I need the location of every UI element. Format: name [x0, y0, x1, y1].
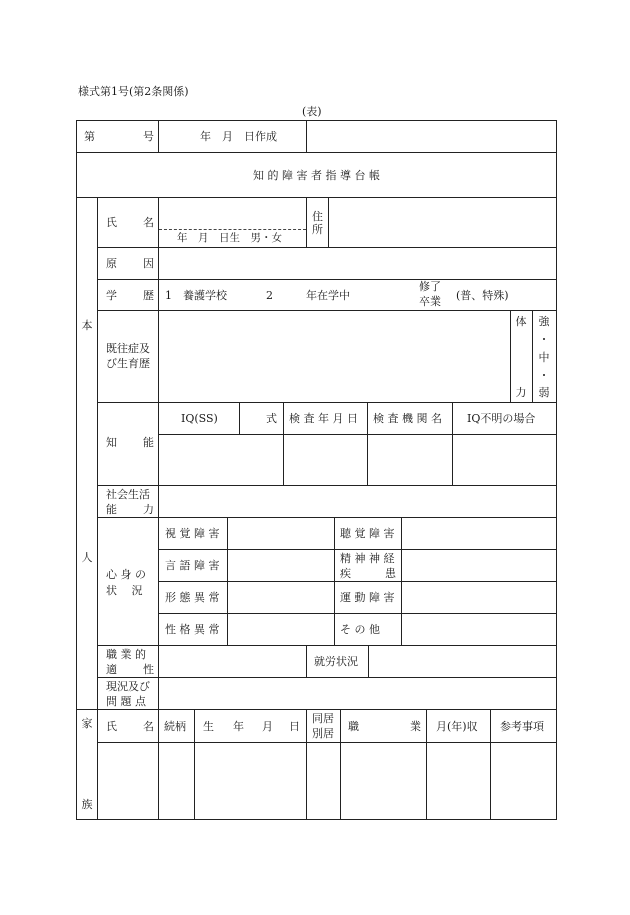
hearing-impairment-label: 聴 覚 障 害 [340, 527, 395, 540]
number-label-suffix: 号 [143, 130, 154, 143]
social-ability-label-1: 社会生活 [106, 488, 150, 501]
iq-exam-date-header: 検 査 年 月 日 [289, 412, 358, 425]
social-ability-label-2b: 力 [143, 503, 154, 516]
form-side-label: (表) [302, 105, 322, 118]
strength-label-2: 力 [515, 386, 527, 399]
family-relation-header: 続柄 [164, 720, 186, 733]
mental-disease-label-2a: 疾 [340, 567, 351, 580]
mental-disease-label-1: 精 神 神 経 [340, 552, 395, 565]
section-family-1: 家 [81, 717, 93, 730]
number-label-prefix: 第 [84, 130, 95, 143]
form-style-number: 様式第1号(第2条関係) [78, 85, 189, 98]
history-label-2: び生育歴 [106, 357, 150, 370]
vocational-aptitude-label-2a: 適 [106, 663, 117, 676]
birth-sex-field: 年 月 日生 男・女 [177, 232, 282, 244]
family-birth-header-2: 年 [233, 720, 244, 733]
family-income-header: 月(年)収 [436, 720, 478, 733]
employment-status-label: 就労状況 [314, 655, 358, 668]
family-name-header-1: 氏 [106, 720, 117, 733]
family-job-header-1: 職 [348, 720, 359, 733]
iq-unknown-header: IQ不明の場合 [467, 412, 536, 425]
strength-grade-weak: 弱 [538, 386, 550, 399]
strength-grade-medium: 中 [538, 351, 550, 364]
motor-impairment-label: 運 動 障 害 [340, 591, 395, 604]
vocational-aptitude-label-1: 職 業 的 [106, 648, 146, 661]
current-issues-label-1: 現況及び [106, 680, 150, 693]
family-job-header-2: 業 [410, 720, 421, 733]
name-label-2: 名 [143, 216, 154, 229]
vocational-aptitude-label-2b: 性 [143, 663, 154, 676]
section-hon: 本 [81, 319, 93, 332]
education-type: (普、特殊) [456, 289, 509, 302]
social-ability-label-2a: 能 [106, 503, 117, 516]
intelligence-label-1: 知 [106, 436, 117, 449]
education-label-2: 歴 [143, 289, 154, 302]
family-cohabit-header-1: 同居 [312, 712, 334, 725]
family-notes-header: 参考事項 [500, 720, 544, 733]
strength-label-1: 体 [515, 315, 527, 328]
education-year: 年在学中 [306, 289, 350, 302]
cause-label-2: 因 [143, 257, 154, 270]
form-title: 知 的 障 害 者 指 導 台 帳 [253, 169, 380, 182]
family-birth-header-3: 月 [262, 720, 273, 733]
history-label-1: 既往症及 [106, 342, 150, 355]
education-status-graduated: 卒業 [419, 295, 441, 308]
other-label: そ の 他 [340, 623, 380, 636]
personality-abnormality-label: 性 格 異 常 [165, 623, 220, 636]
iq-ss-header: IQ(SS) [181, 412, 218, 425]
strength-grade-strong: 強 [538, 315, 550, 328]
mental-disease-label-2b: 患 [385, 567, 396, 580]
section-nin: 人 [81, 551, 93, 564]
family-birth-header-1: 生 [203, 720, 214, 733]
current-issues-label-2: 問 題 点 [106, 695, 146, 708]
education-option-1: 1 養護学校 [165, 289, 227, 302]
iq-formula-header: 式 [266, 412, 277, 425]
education-option-2: 2 [266, 289, 273, 302]
section-family-2: 族 [81, 798, 93, 811]
strength-grade-sep-2: ・ [538, 369, 550, 382]
family-cohabit-header-2: 別居 [312, 727, 334, 740]
address-label-2: 所 [312, 223, 323, 236]
address-label-1: 住 [312, 210, 323, 223]
mind-body-label-2: 状 況 [106, 584, 143, 597]
education-status-completed: 修了 [419, 280, 441, 293]
iq-exam-org-header: 検 査 機 関 名 [373, 412, 442, 425]
visual-impairment-label: 視 覚 障 害 [165, 527, 220, 540]
speech-impairment-label: 言 語 障 害 [165, 559, 220, 572]
strength-grade-sep-1: ・ [538, 333, 550, 346]
education-label-1: 学 [106, 289, 117, 302]
family-birth-header-4: 日 [289, 720, 300, 733]
form-abnormality-label: 形 態 異 常 [165, 591, 220, 604]
family-name-header-2: 名 [143, 720, 154, 733]
intelligence-label-2: 能 [143, 436, 154, 449]
name-label-1: 氏 [106, 216, 117, 229]
mind-body-label-1: 心 身 の [106, 568, 146, 581]
cause-label-1: 原 [106, 257, 117, 270]
date-created: 年 月 日作成 [200, 130, 277, 143]
